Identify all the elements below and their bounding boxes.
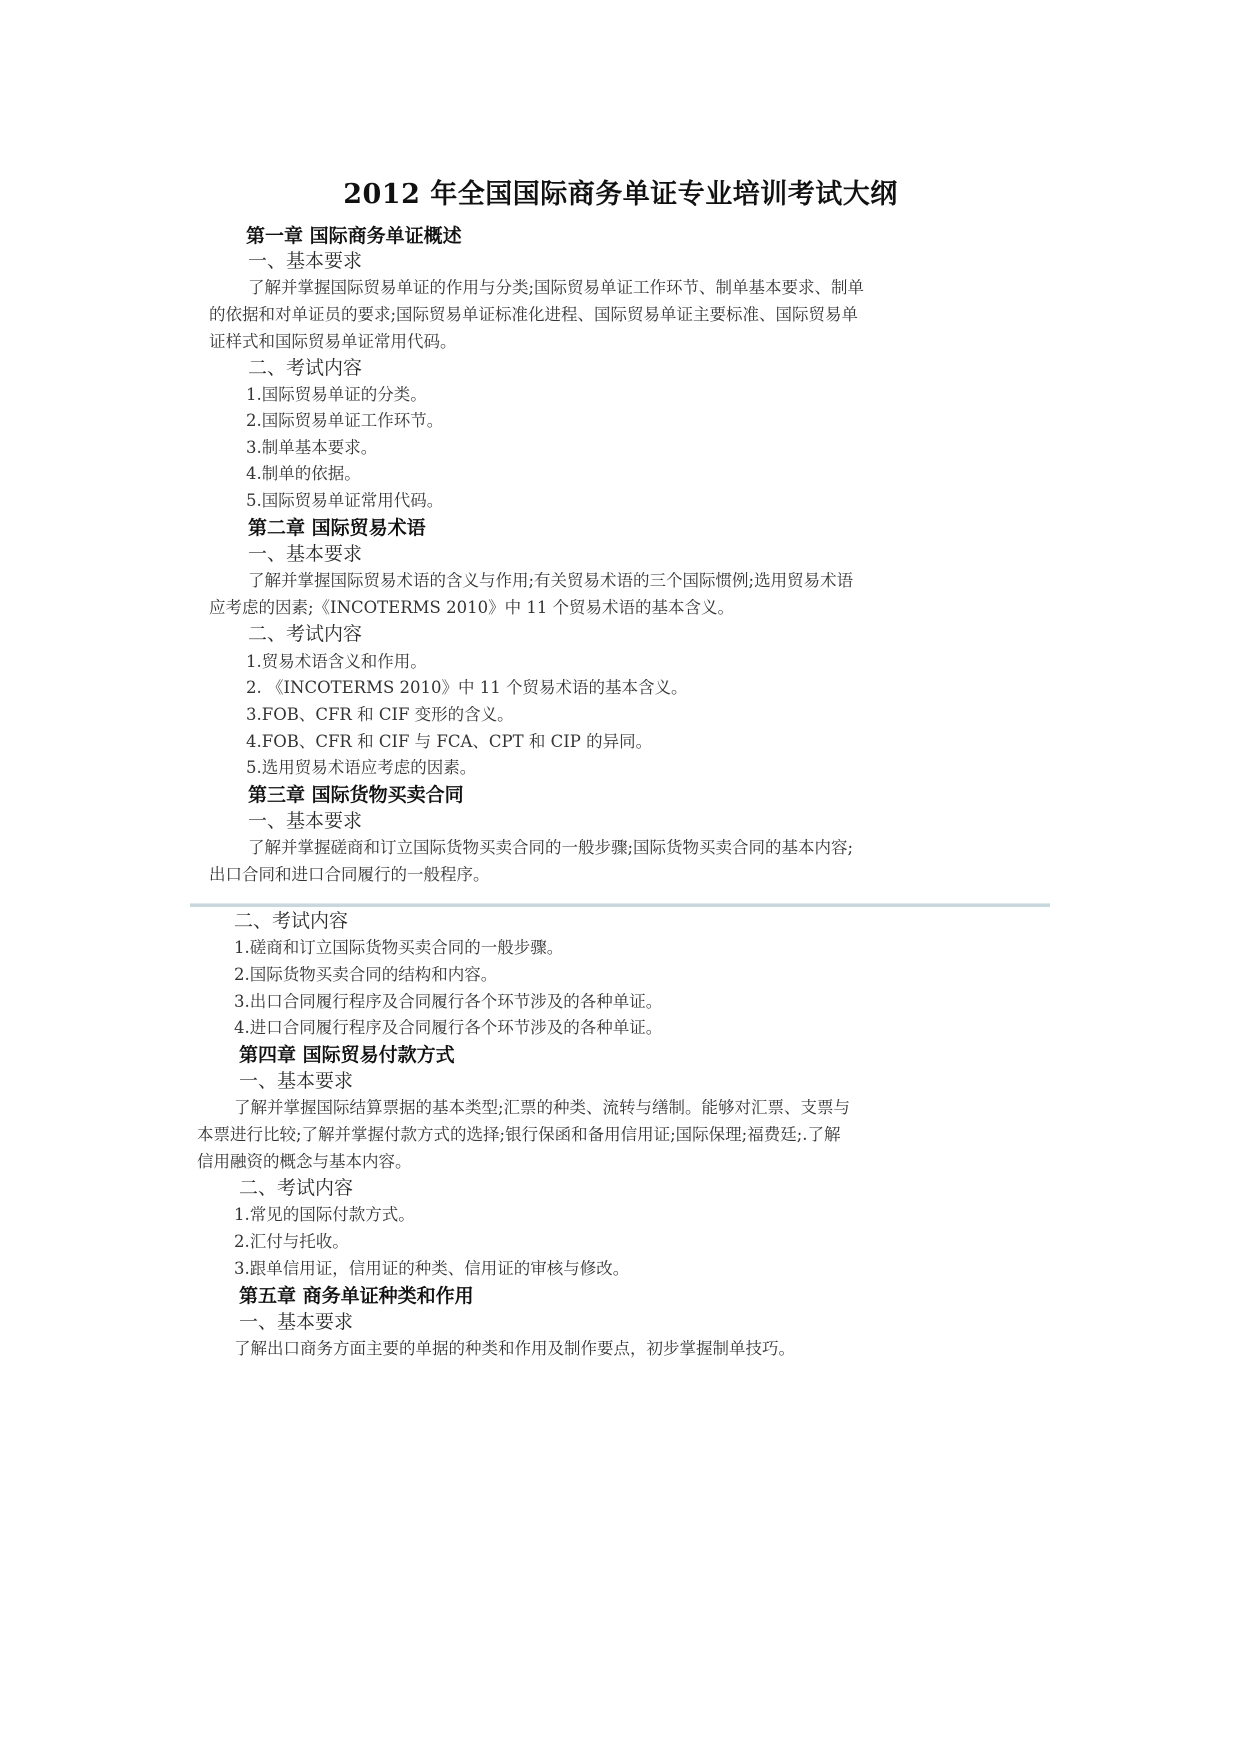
chapter-1-item: 2.国际贸易单证工作环节。 [246, 411, 444, 430]
chapter-2-heading: 第二章 国际贸易术语 [248, 517, 426, 539]
chapter-3-heading: 第三章 国际货物买卖合同 [248, 784, 464, 806]
chapter-5-requirements-heading: 一、基本要求 [239, 1311, 354, 1333]
chapter-2-requirements-line: 应考虑的因素;《INCOTERMS 2010》中 11 个贸易术语的基本含义。 [209, 598, 735, 617]
chapter-1-item: 3.制单基本要求。 [246, 438, 378, 457]
chapter-2-requirements-heading: 一、基本要求 [248, 543, 363, 565]
chapter-1-item: 5.国际贸易单证常用代码。 [246, 491, 444, 510]
chapter-4-item: 1.常见的国际付款方式。 [234, 1205, 415, 1224]
chapter-2-requirements-line: 了解并掌握国际贸易术语的含义与作用;有关贸易术语的三个国际惯例;选用贸易术语 [248, 571, 854, 590]
chapter-1-content-heading: 二、考试内容 [248, 357, 363, 379]
chapter-2-item: 5.选用贸易术语应考虑的因素。 [246, 758, 477, 777]
document-title: 2012 年全国国际商务单证专业培训考试大纲 [343, 179, 898, 210]
chapter-5-heading: 第五章 商务单证种类和作用 [239, 1285, 474, 1307]
chapter-3-content-heading: 二、考试内容 [234, 910, 349, 932]
chapter-3-item: 3.出口合同履行程序及合同履行各个环节涉及的各种单证。 [234, 992, 663, 1011]
chapter-3-requirements-line: 了解并掌握磋商和订立国际货物买卖合同的一般步骤;国际货物买卖合同的基本内容; [248, 838, 854, 857]
chapter-3-item: 2.国际货物买卖合同的结构和内容。 [234, 965, 498, 984]
chapter-1-item: 4.制单的依据。 [246, 464, 361, 483]
chapter-2-item: 1.贸易术语含义和作用。 [246, 652, 427, 671]
chapter-5-requirements-line: 了解出口商务方面主要的单据的种类和作用及制作要点，初步掌握制单技巧。 [234, 1339, 795, 1358]
chapter-2-item: 4.FOB、CFR 和 CIF 与 FCA、CPT 和 CIP 的异同。 [246, 732, 653, 751]
chapter-3-requirements-line: 出口合同和进口合同履行的一般程序。 [209, 865, 490, 884]
chapter-1-requirements-line: 的依据和对单证员的要求;国际贸易单证标准化进程、国际贸易单证主要标准、国际贸易单 [209, 305, 859, 324]
chapter-4-requirements-line: 信用融资的概念与基本内容。 [197, 1152, 412, 1171]
chapter-1-item: 1.国际贸易单证的分类。 [246, 385, 427, 404]
chapter-3-item: 4.进口合同履行程序及合同履行各个环节涉及的各种单证。 [234, 1018, 663, 1037]
chapter-4-requirements-line: 本票进行比较;了解并掌握付款方式的选择;银行保函和备用信用证;国际保理;福费廷;.了解 [197, 1125, 841, 1144]
chapter-2-content-heading: 二、考试内容 [248, 623, 363, 645]
chapter-4-item: 2.汇付与托收。 [234, 1232, 349, 1251]
chapter-4-heading: 第四章 国际贸易付款方式 [239, 1044, 455, 1066]
chapter-1-requirements-heading: 一、基本要求 [248, 250, 363, 272]
chapter-2-item: 3.FOB、CFR 和 CIF 变形的含义。 [246, 705, 514, 724]
chapter-4-requirements-heading: 一、基本要求 [239, 1070, 354, 1092]
chapter-4-item: 3.跟单信用证，信用证的种类、信用证的审核与修改。 [234, 1259, 630, 1278]
chapter-4-content-heading: 二、考试内容 [239, 1177, 354, 1199]
chapter-2-item: 2. 《INCOTERMS 2010》中 11 个贸易术语的基本含义。 [246, 678, 688, 697]
chapter-3-item: 1.磋商和订立国际货物买卖合同的一般步骤。 [234, 938, 564, 957]
chapter-1-requirements-line: 证样式和国际贸易单证常用代码。 [209, 332, 457, 351]
chapter-3-requirements-heading: 一、基本要求 [248, 810, 363, 832]
chapter-1-heading: 第一章 国际商务单证概述 [246, 225, 462, 247]
chapter-4-requirements-line: 了解并掌握国际结算票据的基本类型;汇票的种类、流转与缮制。能够对汇票、支票与 [234, 1098, 851, 1117]
chapter-1-requirements-line: 了解并掌握国际贸易单证的作用与分类;国际贸易单证工作环节、制单基本要求、制单 [248, 278, 865, 297]
